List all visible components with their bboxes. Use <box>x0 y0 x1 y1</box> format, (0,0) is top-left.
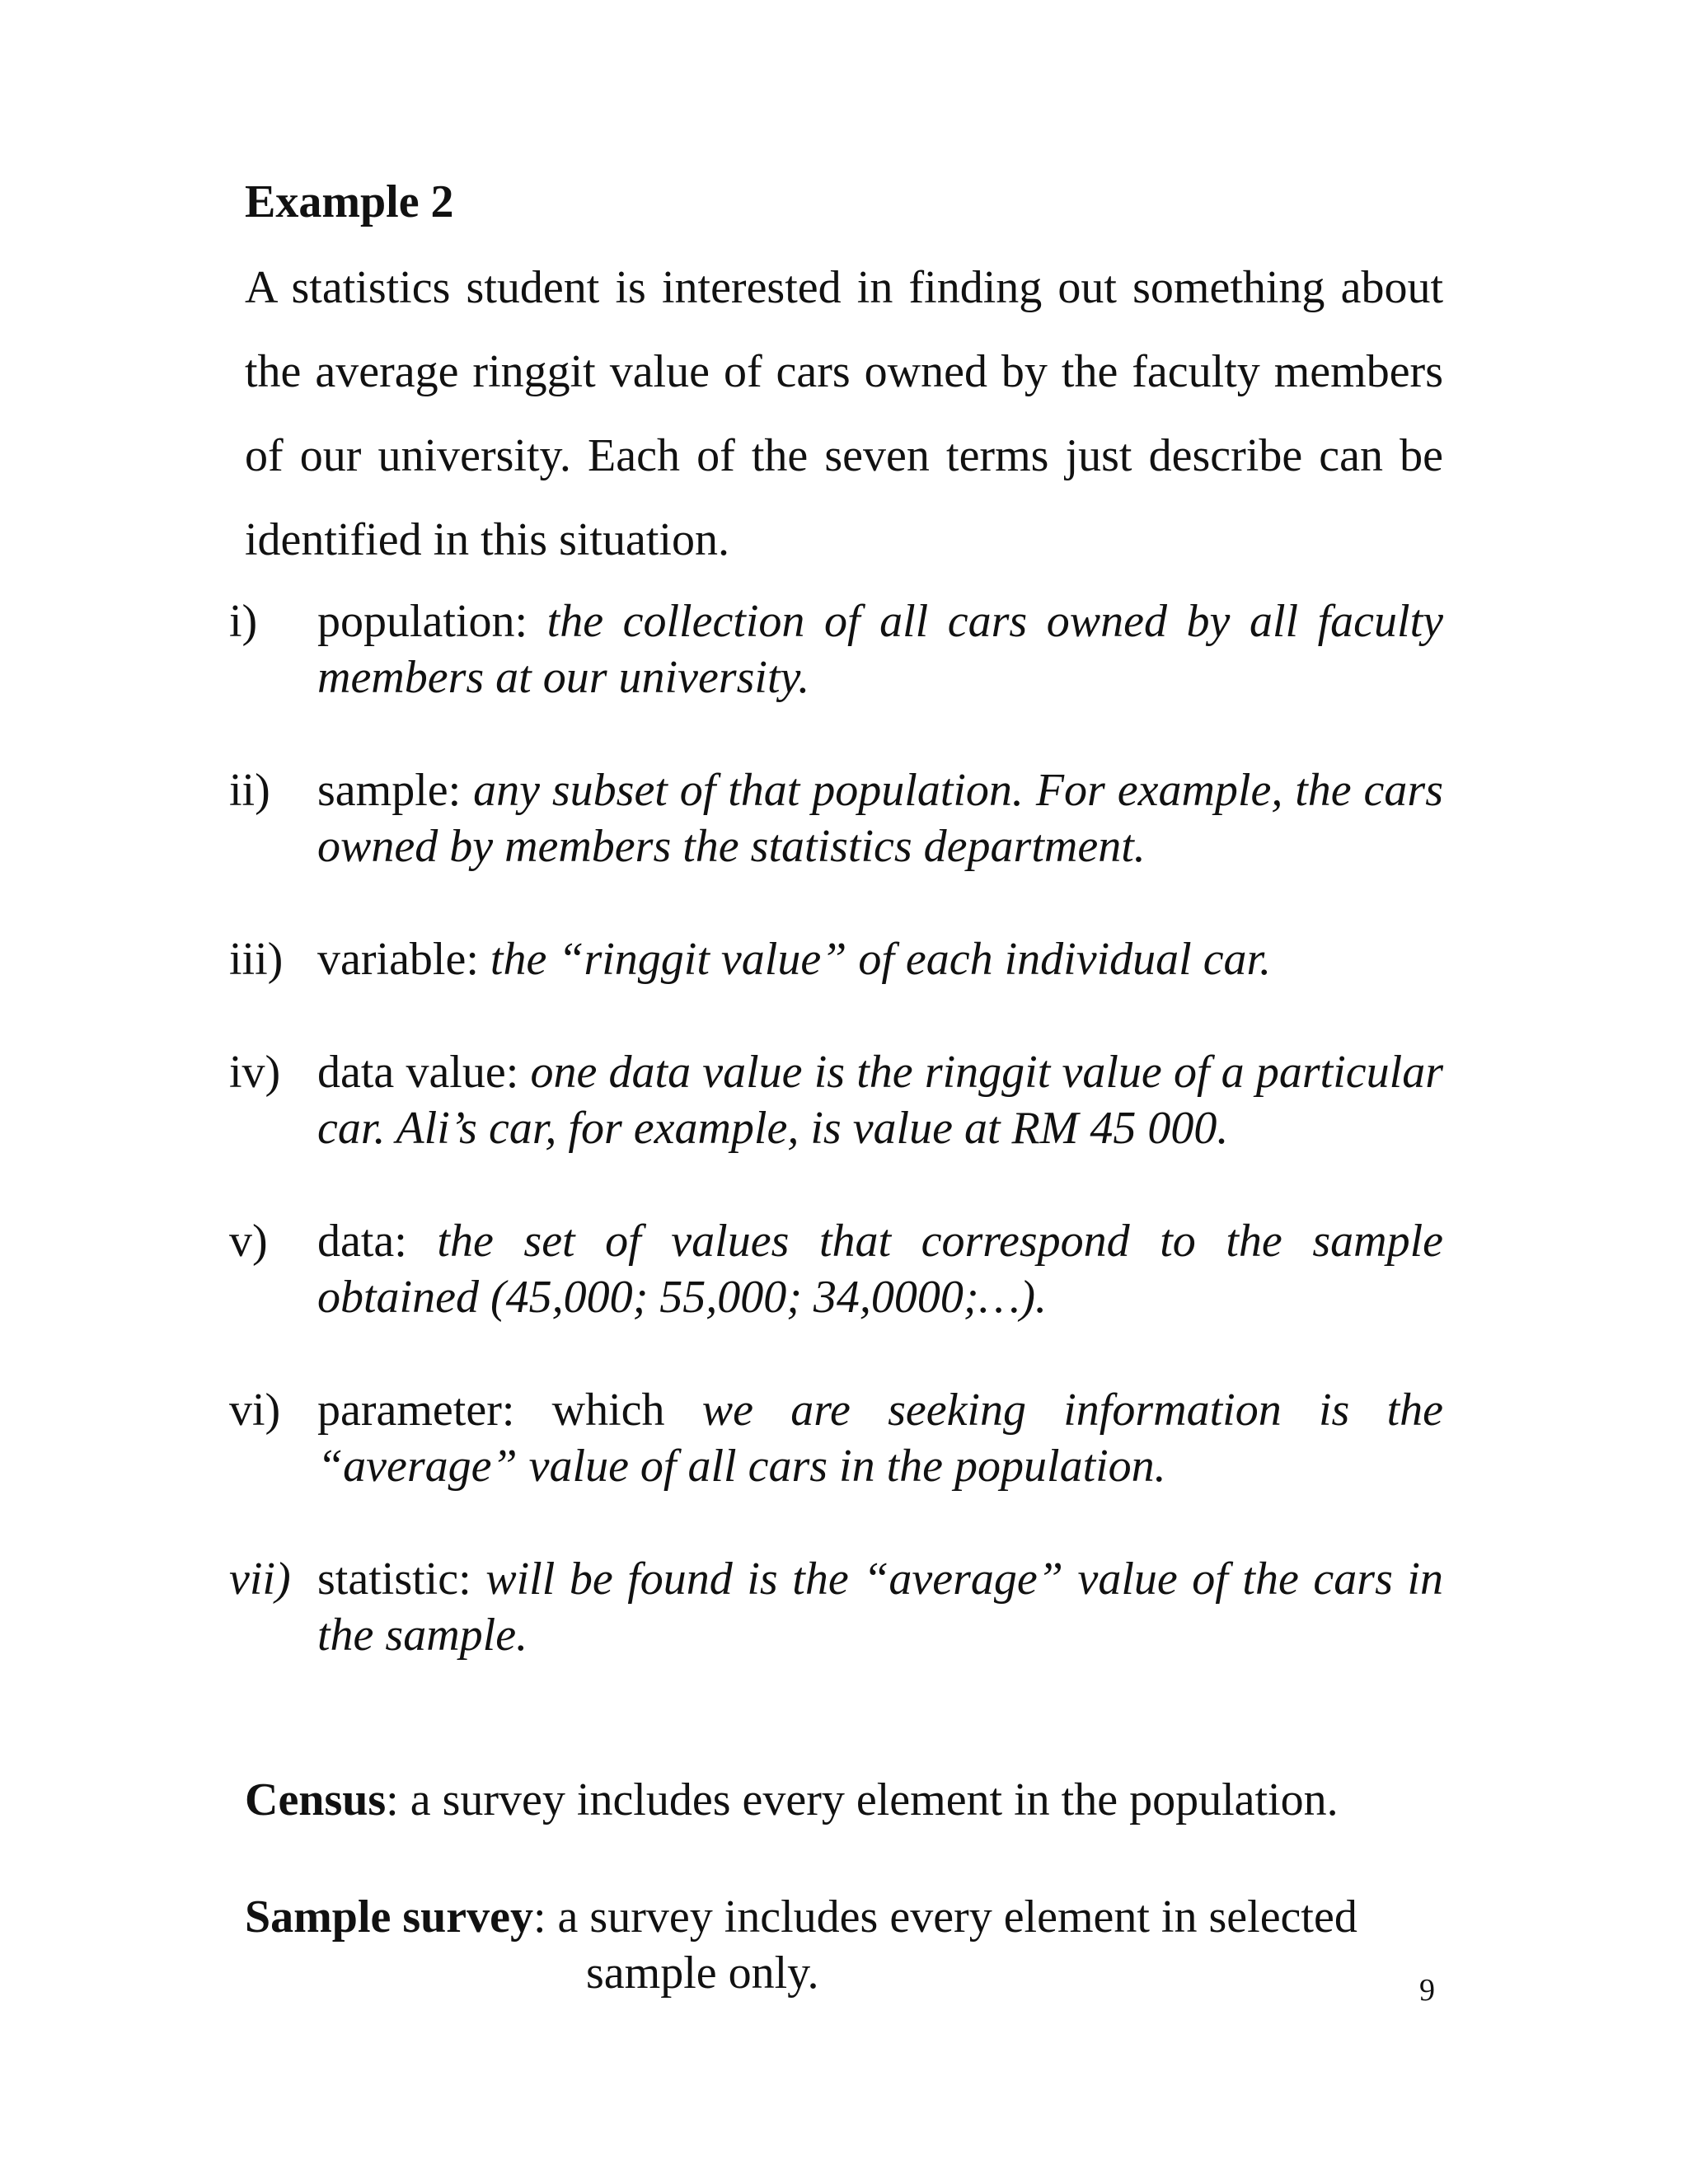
item-term: data value: <box>317 1047 531 1098</box>
page-number: 9 <box>1419 1973 1435 2008</box>
item-term: sample: <box>317 765 474 816</box>
definition-item-data-value <box>229 1044 1443 1156</box>
item-term: parameter: <box>317 1385 552 1436</box>
item-number: iv) <box>229 1047 281 1098</box>
definition-item-population <box>229 593 1443 705</box>
item-number: vii) <box>229 1554 291 1605</box>
item-description: the collection of all cars owned by all faculty members at our university. <box>317 596 1443 703</box>
item-description: we are seeking information is the “average” value of all cars in the population. <box>317 1385 1443 1492</box>
item-term-extra: which <box>551 1385 702 1436</box>
item-body <box>317 1551 1443 1663</box>
item-number: iii) <box>229 934 284 985</box>
item-body <box>317 931 1443 987</box>
sample-survey-continuation: sample only. <box>586 1947 819 1999</box>
definition-item-variable <box>229 931 1443 987</box>
census-term: Census <box>245 1774 387 1825</box>
definition-item-sample <box>229 762 1443 874</box>
item-description: the set of values that correspond to the sample obtained (45,000; 55,000; 34,0000;…). <box>317 1216 1443 1323</box>
sample-survey-text: : a survey includes every element in selected <box>533 1891 1357 1943</box>
definition-item-parameter <box>229 1382 1443 1494</box>
item-description: the “ringgit value” of each individual car. <box>490 934 1272 985</box>
item-description: one data value is the ringgit value of a particular car. Ali’s car, for example, is value at RM 45 000. <box>317 1047 1443 1154</box>
item-description: any subset of that population. For example, the cars owned by members the statistics department. <box>317 765 1443 872</box>
item-term: data: <box>317 1216 438 1267</box>
item-number: ii) <box>229 765 270 816</box>
census-definition <box>245 1772 1443 1828</box>
definition-item-data <box>229 1213 1443 1325</box>
intro-paragraph: A statistics student is interested in finding out something about the average ringgit value of cars owned by the faculty members of our university. Each of the seven terms just describe can be identified in this situation. <box>245 262 1443 565</box>
item-term: variable: <box>317 934 490 985</box>
item-number: i) <box>229 596 258 647</box>
item-body <box>317 762 1443 874</box>
item-body <box>317 1382 1443 1494</box>
item-number: vi) <box>229 1385 281 1436</box>
census-text: : a survey includes every element in the population. <box>386 1774 1339 1825</box>
definition-list <box>229 593 1443 1720</box>
item-description: will be found is the “average” value of the cars in the sample. <box>317 1554 1443 1661</box>
item-body <box>317 593 1443 705</box>
definition-item-statistic <box>229 1551 1443 1663</box>
sample-survey-term: Sample survey <box>245 1891 533 1943</box>
item-term: population: <box>317 596 547 647</box>
item-body <box>317 1213 1443 1325</box>
item-term: statistic: <box>317 1554 486 1605</box>
example-heading: Example 2 <box>245 176 454 227</box>
sample-survey-definition <box>245 1889 1443 2001</box>
item-number: v) <box>229 1216 268 1267</box>
item-body <box>317 1044 1443 1156</box>
